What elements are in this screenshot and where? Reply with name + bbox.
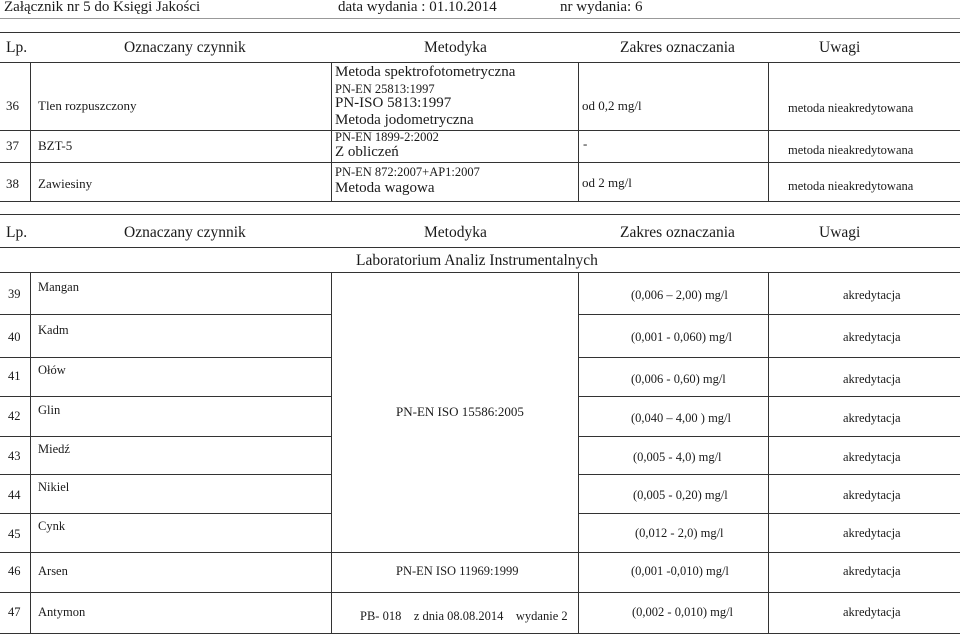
note-text: akredytacja (843, 372, 901, 386)
note-text: akredytacja (843, 526, 901, 540)
table-border (768, 272, 769, 633)
table-border (0, 201, 960, 202)
row-number: 38 (6, 176, 19, 191)
col-header-factor: Oznaczany czynnik (124, 224, 246, 241)
range-value: (0,040 – 4,00 ) mg/l (631, 411, 731, 425)
table-border (331, 272, 332, 633)
table-border (0, 247, 960, 248)
row-number: 39 (8, 287, 21, 301)
row-number: 46 (8, 564, 21, 578)
method-text: PN-EN 1899-2:2002 (335, 130, 439, 144)
factor-name: BZT-5 (38, 138, 73, 153)
table-border (578, 272, 579, 633)
header-rule (0, 18, 960, 19)
note-text: akredytacja (843, 411, 901, 425)
table-border (768, 62, 769, 201)
row-number: 43 (8, 449, 21, 463)
range-value: (0,001 - 0,060) mg/l (631, 330, 733, 344)
table-border (0, 436, 331, 437)
method-text: PN-EN ISO 11969:1999 (396, 564, 519, 578)
edition-number: nr wydania: 6 (560, 0, 643, 15)
row-number: 36 (6, 98, 19, 113)
edition-date: data wydania : 01.10.2014 (338, 0, 497, 15)
method-text: PN-EN 872:2007+AP1:2007 (335, 165, 480, 179)
note-text: akredytacja (843, 488, 901, 502)
range-value: od 0,2 mg/l (582, 98, 642, 113)
table-border (578, 513, 960, 514)
range-value: (0,002 - 0,010) mg/l (632, 605, 734, 619)
method-text: Metoda jodometryczna (335, 112, 474, 128)
table-border (0, 357, 331, 358)
document-title: Załącznik nr 5 do Księgi Jakości (4, 0, 201, 15)
factor-name: Arsen (38, 564, 68, 578)
factor-name: Mangan (38, 280, 79, 294)
table-border (578, 357, 960, 358)
factor-name: Tlen rozpuszczony (38, 98, 137, 113)
row-number: 40 (8, 330, 21, 344)
method-text: PB- 018 z dnia 08.08.2014 wydanie 2 (360, 609, 568, 623)
range-value: (0,005 - 4,0) mg/l (633, 450, 722, 464)
note-text: metoda nieakredytowana (788, 179, 914, 193)
factor-name: Antymon (38, 605, 86, 619)
merged-method-text: PN-EN ISO 15586:2005 (396, 404, 524, 419)
table-border (0, 396, 331, 397)
table-border (0, 552, 960, 553)
note-text: akredytacja (843, 330, 901, 344)
table-border (0, 272, 960, 273)
table-border (0, 162, 960, 163)
note-text: akredytacja (843, 605, 901, 619)
range-value: (0,006 - 0,60) mg/l (631, 372, 726, 386)
table-border (578, 396, 960, 397)
method-text: PN-EN 25813:1997 (335, 82, 435, 96)
table-border (0, 474, 331, 475)
method-text: PN-ISO 5813:1997 (335, 95, 452, 111)
table-border (0, 214, 960, 215)
method-text: Metoda wagowa (335, 180, 435, 196)
table-border (0, 130, 960, 131)
table-border (30, 272, 31, 633)
col-header-notes: Uwagi (819, 224, 861, 241)
table-border (0, 32, 960, 33)
range-value: (0,006 – 2,00) mg/l (631, 288, 728, 302)
range-value: (0,005 - 0,20) mg/l (633, 488, 728, 502)
factor-name: Kadm (38, 323, 69, 337)
col-header-range: Zakres oznaczania (620, 39, 735, 56)
factor-name: Ołów (38, 363, 66, 377)
col-header-range: Zakres oznaczania (620, 224, 735, 241)
row-number: 45 (8, 527, 21, 541)
table-border (0, 314, 331, 315)
table-border (578, 62, 579, 201)
col-header-lp: Lp. (6, 224, 28, 241)
method-text: Z obliczeń (335, 144, 399, 160)
table-border (331, 62, 332, 201)
note-text: akredytacja (843, 288, 901, 302)
row-number: 41 (8, 369, 21, 383)
table-border (0, 592, 960, 593)
col-header-method: Metodyka (424, 39, 487, 56)
section-title: Laboratorium Analiz Instrumentalnych (356, 252, 598, 269)
range-value: od 2 mg/l (582, 175, 632, 190)
col-header-lp: Lp. (6, 39, 28, 56)
note-text: metoda nieakredytowana (788, 143, 914, 157)
table-border (30, 62, 31, 201)
table-border (578, 474, 960, 475)
method-text: Metoda spektrofotometryczna (335, 64, 516, 80)
table-border (0, 633, 960, 634)
table-border (0, 513, 331, 514)
table-border (0, 62, 960, 63)
range-value: (0,012 - 2,0) mg/l (635, 526, 724, 540)
row-number: 47 (8, 605, 21, 619)
table-border (578, 314, 960, 315)
factor-name: Zawiesiny (38, 176, 93, 191)
range-value: (0,001 -0,010) mg/l (631, 564, 729, 578)
factor-name: Nikiel (38, 480, 70, 494)
row-number: 42 (8, 409, 21, 423)
col-header-factor: Oznaczany czynnik (124, 39, 246, 56)
factor-name: Glin (38, 403, 61, 417)
factor-name: Miedź (38, 442, 70, 456)
col-header-method: Metodyka (424, 224, 487, 241)
range-value: - (583, 136, 588, 151)
factor-name: Cynk (38, 519, 66, 533)
col-header-notes: Uwagi (819, 39, 861, 56)
table-border (578, 436, 960, 437)
note-text: akredytacja (843, 450, 901, 464)
row-number: 44 (8, 488, 21, 502)
note-text: akredytacja (843, 564, 901, 578)
row-number: 37 (6, 138, 19, 153)
note-text: metoda nieakredytowana (788, 101, 914, 115)
